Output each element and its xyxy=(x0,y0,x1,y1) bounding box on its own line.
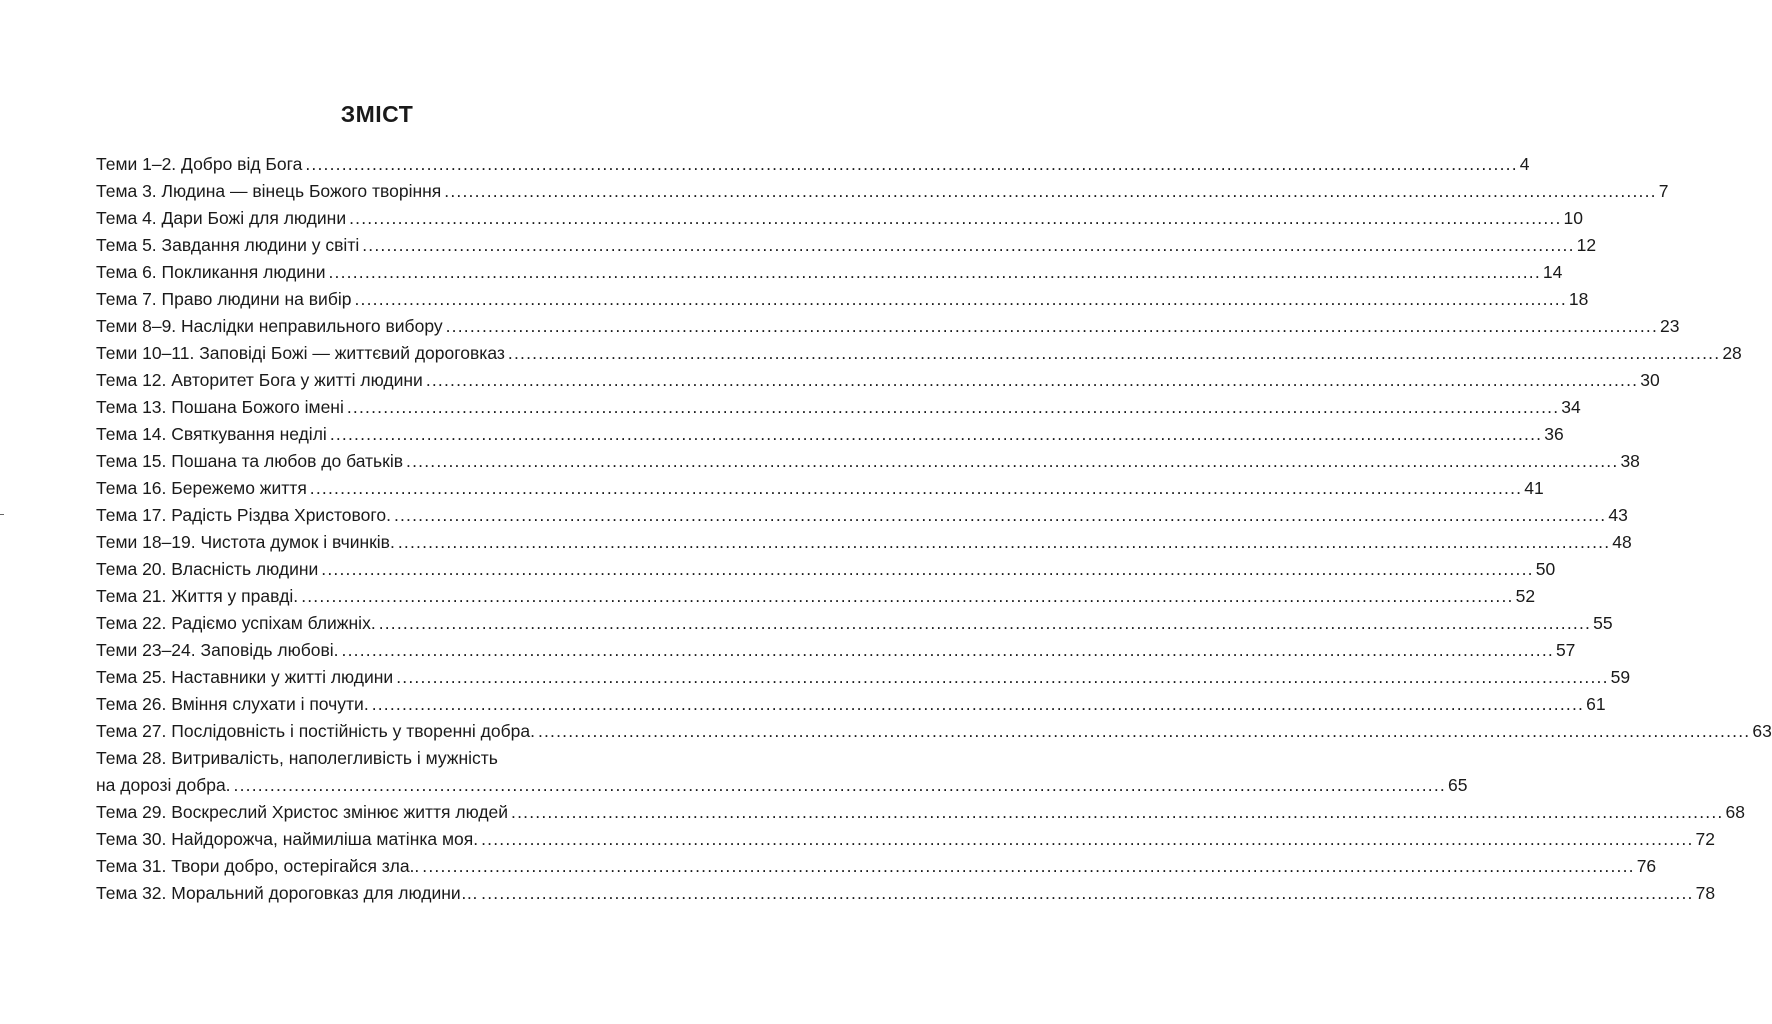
toc-leader-dots: ........................................................................................................................................................................................................ xyxy=(481,883,1694,903)
toc-leader-dots: ........................................................................................................................................................................................................ xyxy=(397,532,1611,552)
toc-leader-dots: ........................................................................................................................................................................................................ xyxy=(371,694,1585,714)
toc-leader-dots: ........................................................................................................................................................................................................ xyxy=(362,235,1575,255)
toc-leader-dots: ........................................................................................................................................................................................................ xyxy=(354,289,1567,309)
toc-entry-title: Тема 32. Моральний дороговказ для людини… xyxy=(96,883,479,903)
toc-leader-dots: ........................................................................................................................................................................................................ xyxy=(507,343,1721,363)
toc-entry-title: Тема 21. Життя у правді. xyxy=(96,586,299,606)
toc-page-number: 34 xyxy=(1561,397,1581,417)
toc-page-number: 65 xyxy=(1447,775,1468,795)
toc-entry[interactable] xyxy=(96,772,1468,799)
toc-entry[interactable] xyxy=(96,799,1745,826)
toc-leader-dots: ........................................................................................................................................................................................................ xyxy=(341,640,1554,660)
toc-entry[interactable] xyxy=(96,340,1742,367)
toc-leader-dots: ........................................................................................................................................................................................................ xyxy=(301,586,1514,606)
toc-page-number: 50 xyxy=(1535,559,1556,579)
toc-leader-dots: ........................................................................................................................................................................................................ xyxy=(393,505,1607,525)
toc-page-number: 18 xyxy=(1568,289,1589,309)
toc-leader-dots: ........................................................................................................................................................................................................ xyxy=(406,451,1619,471)
toc-page-number: 72 xyxy=(1695,829,1715,849)
toc-leader-dots: ........................................................................................................................................................................................................ xyxy=(511,802,1724,822)
toc-entry[interactable] xyxy=(96,880,1716,907)
toc-leader-dots: ........................................................................................................................................................................................................ xyxy=(309,478,1523,498)
toc-leader-dots: ........................................................................................................................................................................................................ xyxy=(305,154,1518,174)
toc-page-number: 63 xyxy=(1752,721,1772,741)
toc-entry-title: Тема 20. Власність людини xyxy=(96,559,319,579)
toc-entry-title: Тема 14. Святкування неділі xyxy=(96,424,327,444)
page-title: ЗМІСТ xyxy=(340,101,414,128)
toc-entry[interactable] xyxy=(96,691,1606,718)
toc-entry-title: Тема 17. Радість Різдва Христового. xyxy=(96,505,391,525)
toc-entry[interactable] xyxy=(96,367,1660,394)
page-edge-mark xyxy=(0,514,4,515)
toc-page-number: 4 xyxy=(1519,154,1530,174)
toc-entry-title: Тема 22. Радіємо успіхам ближніх. xyxy=(96,613,376,633)
toc-entry-title: Тема 12. Авторитет Бога у житті людини xyxy=(96,370,423,390)
toc-entry-title: Теми 8–9. Наслідки неправильного вибору xyxy=(96,316,443,336)
toc-page-number: 43 xyxy=(1608,505,1628,525)
toc-entry-title: Тема 29. Воскреслий Христос змінює життя людей xyxy=(96,802,509,822)
toc-entry[interactable] xyxy=(96,286,1589,313)
toc-page-number: 28 xyxy=(1722,343,1742,363)
toc-entry-title: Теми 18–19. Чистота думок і вчинків. xyxy=(96,532,395,552)
toc-entry[interactable] xyxy=(96,313,1680,340)
toc-page-number: 48 xyxy=(1612,532,1632,552)
toc-entry-title: Теми 10–11. Заповіді Божі — життєвий дороговказ xyxy=(96,343,505,363)
toc-entry-title: Тема 13. Пошана Божого імені xyxy=(96,397,344,417)
toc-leader-dots: ........................................................................................................................................................................................................ xyxy=(425,370,1639,390)
toc-page-number: 41 xyxy=(1524,478,1544,498)
toc-entry[interactable] xyxy=(96,205,1583,232)
toc-entry[interactable] xyxy=(96,232,1597,259)
toc-entry[interactable] xyxy=(96,826,1715,853)
toc-entry[interactable] xyxy=(96,664,1631,691)
toc-entry[interactable] xyxy=(96,637,1576,664)
toc-entry[interactable] xyxy=(96,853,1657,880)
toc-entry[interactable] xyxy=(96,718,1772,745)
toc-leader-dots: ........................................................................................................................................................................................................ xyxy=(328,262,1541,282)
toc-entry-title: Тема 26. Вміння слухати і почути. xyxy=(96,694,369,714)
toc-page-number: 55 xyxy=(1593,613,1613,633)
toc-entry-title: Теми 1–2. Добро від Бога xyxy=(96,154,303,174)
toc-entry[interactable] xyxy=(96,178,1669,205)
toc-entry-title: Тема 6. Покликання людини xyxy=(96,262,326,282)
toc-entry-title: Тема 4. Дари Божі для людини xyxy=(96,208,347,228)
toc-page-number: 59 xyxy=(1610,667,1631,687)
toc-entry-title: Тема 3. Людина — вінець Божого творіння xyxy=(96,181,442,201)
toc-page-number: 14 xyxy=(1542,262,1563,282)
toc-entry[interactable] xyxy=(96,475,1544,502)
toc-leader-dots: ........................................................................................................................................................................................................ xyxy=(329,424,1543,444)
toc-entry[interactable] xyxy=(96,610,1613,637)
toc-page-number: 7 xyxy=(1658,181,1669,201)
toc-page-number: 10 xyxy=(1563,208,1583,228)
toc-page-number: 36 xyxy=(1544,424,1564,444)
toc-leader-dots: ........................................................................................................................................................................................................ xyxy=(444,181,1657,201)
toc-entry[interactable] xyxy=(96,529,1632,556)
toc-entry[interactable] xyxy=(96,394,1581,421)
toc-page-number: 23 xyxy=(1660,316,1680,336)
toc-page-number: 38 xyxy=(1620,451,1640,471)
toc-leader-dots: ........................................................................................................................................................................................................ xyxy=(321,559,1534,579)
toc-entry-title: Тема 5. Завдання людини у світі xyxy=(96,235,360,255)
toc-entry-title: Тема 7. Право людини на вибір xyxy=(96,289,352,309)
toc-entry-title: Тема 28. Витривалість, наполегливість і мужність xyxy=(96,748,498,768)
toc-page-number: 52 xyxy=(1515,586,1536,606)
toc-leader-dots: ........................................................................................................................................................................................................ xyxy=(396,667,1609,687)
toc-page-number: 78 xyxy=(1695,883,1716,903)
toc-leader-dots: ........................................................................................................................................................................................................ xyxy=(445,316,1659,336)
toc-leader-dots: ........................................................................................................................................................................................................ xyxy=(422,856,1635,876)
toc-entry[interactable] xyxy=(96,502,1628,529)
toc-entry-title: Тема 31. Твори добро, остерігайся зла.. xyxy=(96,856,420,876)
toc-leader-dots: ........................................................................................................................................................................................................ xyxy=(378,613,1592,633)
toc-leader-dots: ........................................................................................................................................................................................................ xyxy=(537,721,1751,741)
toc-entry-title: Тема 30. Найдорожча, наймиліша матінка моя. xyxy=(96,829,479,849)
toc-entry-title: Теми 23–24. Заповідь любові. xyxy=(96,640,339,660)
toc-entry[interactable] xyxy=(96,421,1564,448)
toc-entry-title: Тема 25. Наставники у житті людини xyxy=(96,667,394,687)
toc-page-number: 68 xyxy=(1725,802,1745,822)
toc-page-number: 61 xyxy=(1586,694,1606,714)
toc-page-number: 12 xyxy=(1576,235,1597,255)
toc-page-number: 76 xyxy=(1636,856,1657,876)
toc-entry[interactable] xyxy=(96,583,1536,610)
toc-leader-dots: ........................................................................................................................................................................................................ xyxy=(349,208,1562,228)
toc-entry-title: Тема 27. Послідовність і постійність у творенні добра. xyxy=(96,721,535,741)
toc-entry[interactable] xyxy=(96,448,1640,475)
toc-leader-dots: ........................................................................................................................................................................................................ xyxy=(233,775,1446,795)
toc-entry[interactable] xyxy=(96,745,637,772)
toc-page-number: 57 xyxy=(1555,640,1576,660)
toc-entry[interactable] xyxy=(96,151,1530,178)
toc-entry[interactable] xyxy=(96,259,1563,286)
toc-leader-dots: ........................................................................................................................................................................................................ xyxy=(481,829,1694,849)
toc-leader-dots: ........................................................................................................................................................................................................ xyxy=(346,397,1560,417)
toc-entry-title: на дорозі добра. xyxy=(96,775,231,795)
toc-page-number: 30 xyxy=(1640,370,1660,390)
toc-entry[interactable] xyxy=(96,556,1556,583)
table-of-contents xyxy=(96,151,1772,907)
toc-entry-title: Тема 15. Пошана та любов до батьків xyxy=(96,451,404,471)
toc-entry-title: Тема 16. Бережемо життя xyxy=(96,478,307,498)
